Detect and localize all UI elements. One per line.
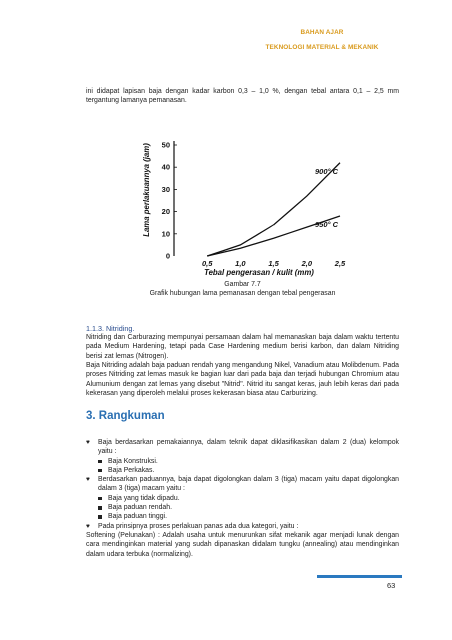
sub-item-text: Baja yang tidak dipadu. (108, 494, 180, 502)
y-axis-label: Lama perlakuannya (jam) (142, 143, 151, 237)
bullet-text: Berdasarkan paduannya, baja dapat digolongkan dalam 3 (tiga) macam yaitu dapat digolongkan dalam 3 (tiga) macam yaitu : (98, 476, 399, 493)
x-tick-label: 1,5 (268, 259, 279, 268)
heart-bullet-icon: ♥ (86, 476, 90, 484)
softening-paragraph: Softening (Pelunakan) : Adalah usaha untuk menurunkan sifat mekanik agar menjadi lunak dengan cara mendinginkan material yang sudah dipanaskan didalam tungku (annealing) atau mendinginkan dalam udara terbuka (normalizing). (86, 531, 399, 558)
series-label: 950° C (314, 220, 338, 230)
square-bullet-icon (98, 469, 102, 473)
sub-item-text: Baja Perkakas. (108, 466, 155, 474)
sub-list-item (86, 503, 399, 512)
figure-caption: Grafik hubungan lama pemanasan dengan tebal pengerasan (149, 290, 336, 297)
summary-heading: 3. Rangkuman (86, 410, 165, 422)
square-bullet-icon (98, 497, 102, 501)
list-item (86, 522, 399, 531)
heart-bullet-icon: ♥ (86, 522, 90, 530)
x-ticks (202, 259, 346, 268)
footer-divider (317, 575, 402, 578)
x-tick-label: 2,5 (334, 259, 346, 268)
y-tick-label: 10 (161, 229, 170, 239)
square-bullet-icon (98, 460, 102, 464)
summary-list (86, 438, 399, 559)
x-tick-label: 0,5 (201, 259, 213, 268)
sub-list-item (86, 512, 399, 521)
page-number: 63 (387, 581, 396, 590)
sub-item-text: Baja Konstruksi. (108, 457, 158, 465)
list-item (86, 475, 399, 494)
sub-item-text: Baja paduan tinggi. (108, 513, 168, 521)
sub-list-item (86, 457, 399, 466)
y-tick-label: 40 (161, 162, 170, 172)
nitriding-paragraph-2: Baja Nitriding adalah baja paduan rendah yang mengandung Nikel, Vanadium atau Molibdenum. Pada proses Nitriding zat lemas masuk ke bagian luar dari pada baja dan terjadi hubungan Chromium atau Alumunium dengan zat lemas yang disebut "Nitrid". Nitrid itu sangat keras, jauh lebih keras dari pada kekerasan yang diperoleh melalui proses kekerasan biasa atau Carburizing. (86, 362, 399, 397)
sub-list-item (86, 494, 399, 503)
x-tick-label: 2,0 (301, 259, 313, 268)
nitriding-paragraph-1: Nitriding dan Carburazing mempunyai persamaan dalam hal memanaskan baja dalam waktu tertentu pada Medium Hardening, tetapi pada Case Hardening medium berisi karbon, dan dalam Nitriding berisi zat lemas (Nitrogen). (86, 334, 399, 360)
x-tick-label: 1,0 (235, 259, 246, 268)
x-axis-label: Tebal pengerasan / kulit (mm) (204, 268, 314, 277)
page-header (192, 29, 452, 59)
intro-paragraph: ini didapat lapisan baja dengan kadar karbon 0,3 – 1,0 %, dengan tebal antara 0,1 – 2,5 mm tergantung lamanya pemanasan. (86, 88, 399, 105)
y-tick-label: 30 (161, 184, 170, 194)
y-ticks (162, 141, 170, 261)
bullet-text: Pada prinsipnya proses perlakuan panas ada dua kategori, yaitu : (98, 522, 299, 530)
heart-bullet-icon: ♥ (86, 439, 90, 446)
hardening-chart (140, 132, 350, 287)
y-tick-label: 0 (165, 251, 170, 261)
figure-number: Gambar 7.7 (224, 281, 261, 288)
section-heading-nitriding: 1.1.3. Nitriding. (86, 324, 135, 333)
header-subtitle: TEKNOLOGI MATERIAL & MEKANIK (265, 44, 379, 51)
square-bullet-icon (98, 506, 102, 510)
y-tick-label: 20 (161, 207, 170, 217)
y-tick-label: 50 (161, 140, 170, 150)
list-item (86, 438, 399, 457)
bullet-text: Baja berdasarkan pemakaiannya, dalam teknik dapat diklasifikasikan dalam 2 (dua) kelompok yaitu : (98, 439, 399, 456)
series-line (207, 163, 340, 256)
header-title: BAHAN AJAR (300, 29, 344, 36)
series-label: 900° C (314, 166, 338, 176)
sub-item-text: Baja paduan rendah. (108, 504, 172, 512)
square-bullet-icon (98, 515, 102, 519)
sub-list-item (86, 466, 399, 475)
